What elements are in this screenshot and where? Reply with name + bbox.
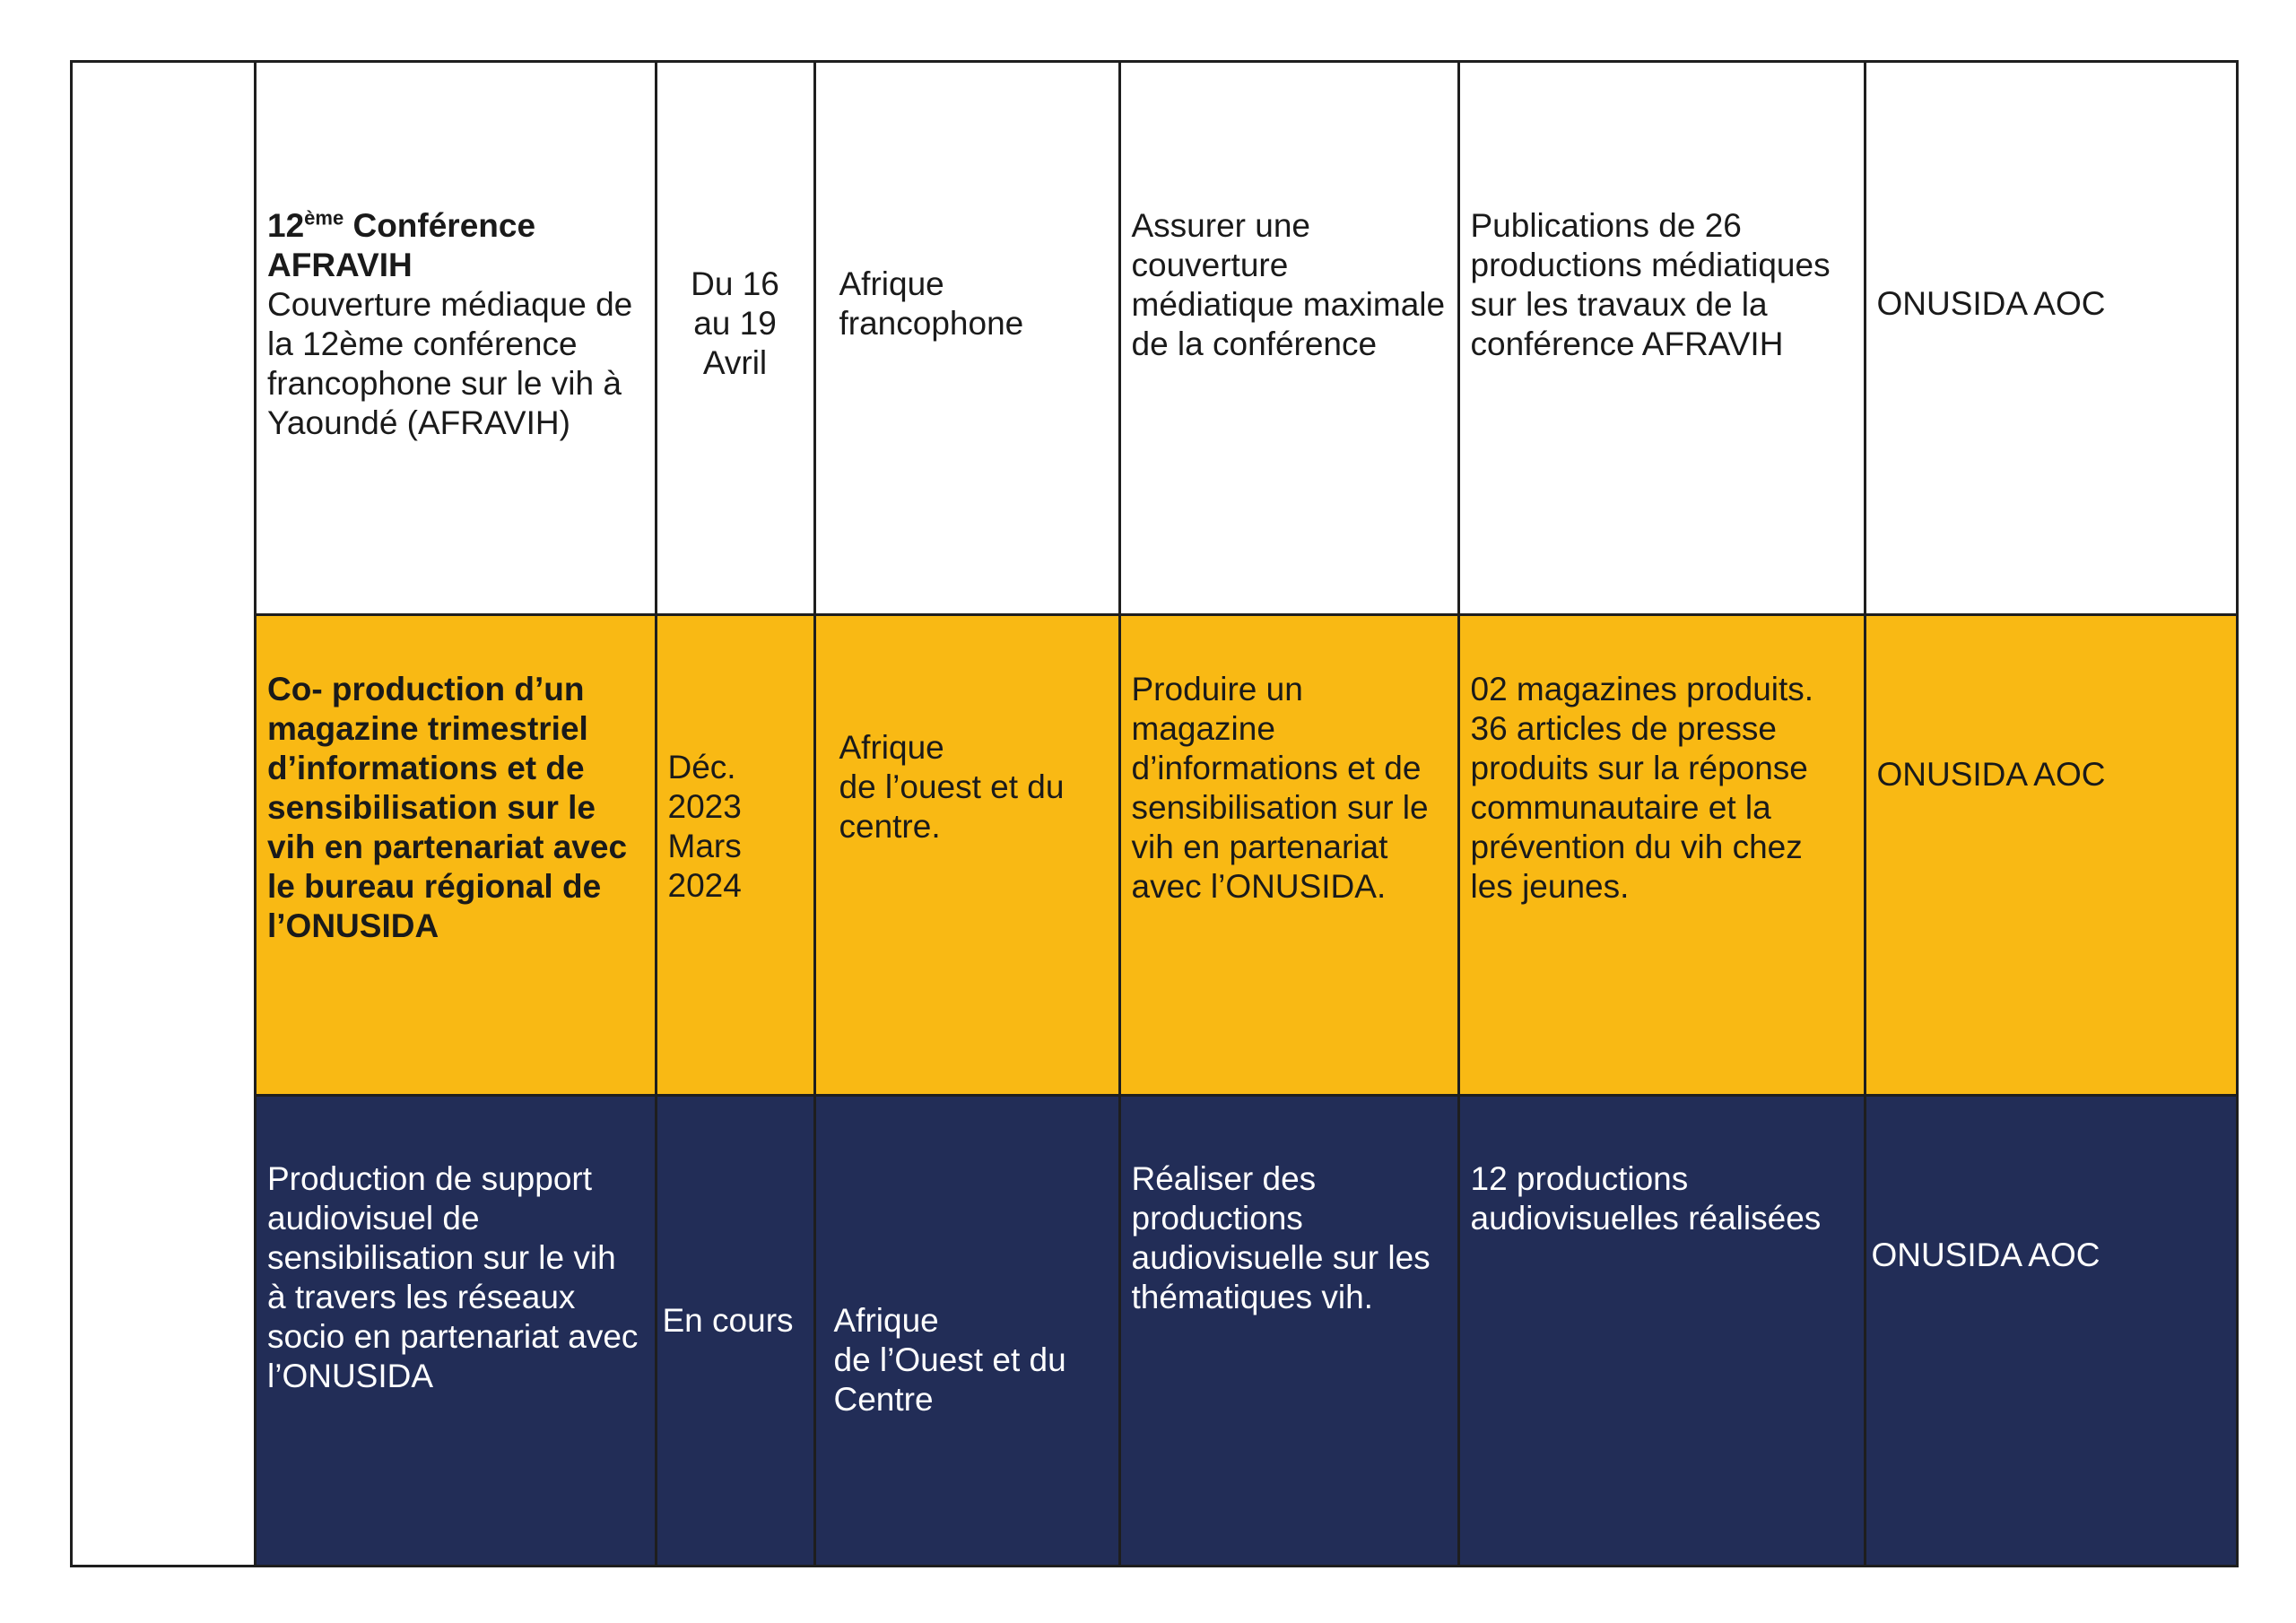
table-row-audiovisual (257, 1095, 2236, 1565)
objective-cell: Produire un magazine d’informations et de sensibilisation sur le vih en partenariat avec l’ONUSIDA. (1119, 614, 1458, 1095)
period-cell: Déc. 2023 Mars 2024 (656, 614, 814, 1095)
result-cell: 12 productions audiovisuelles réalisées (1458, 1095, 1865, 1565)
zone-cell: Afrique francophone (814, 63, 1119, 614)
empty-left-column (73, 63, 257, 1565)
activity-cell: Co- production d’un magazine trimestriel d’informations et de sensibilisation sur le vih en partenariat avec le bureau régional de l’ONUSIDA (257, 614, 656, 1095)
activity-table-frame (70, 60, 2239, 1567)
activity-cell: Production de support audiovisuel de sensibilisation sur le vih à travers les réseaux socio en partenariat avec l’ONUSIDA (257, 1095, 656, 1565)
objective-cell: Réaliser des productions audiovisuelle sur les thématiques vih. (1119, 1095, 1458, 1565)
partner-cell: ONUSIDA AOC (1865, 63, 2236, 614)
zone-cell: Afrique de l’Ouest et du Centre (814, 1095, 1119, 1565)
activity-cell (257, 63, 656, 614)
period-cell: Du 16 au 19 Avril (656, 63, 814, 614)
objective-cell: Assurer une couverture médiatique maximale de la conférence (1119, 63, 1458, 614)
table-row-afravih (257, 63, 2236, 614)
result-cell: Publications de 26 productions médiatiques sur les travaux de la conférence AFRAVIH (1458, 63, 1865, 614)
activity-title: 12ème Conférence AFRAVIH (267, 206, 536, 283)
result-cell: 02 magazines produits. 36 articles de presse produits sur la réponse communautaire et la prévention du vih chez les jeunes. (1458, 614, 1865, 1095)
period-cell: En cours (656, 1095, 814, 1565)
activity-description: Couverture médiaque de la 12ème conférence francophone sur le vih à Yaoundé (AFRAVIH) (267, 286, 633, 441)
partner-cell: ONUSIDA AOC (1865, 1095, 2236, 1565)
table-row-magazine (257, 614, 2236, 1095)
activity-table (257, 63, 2236, 1565)
zone-cell: Afrique de l’ouest et du centre. (814, 614, 1119, 1095)
partner-cell: ONUSIDA AOC (1865, 614, 2236, 1095)
